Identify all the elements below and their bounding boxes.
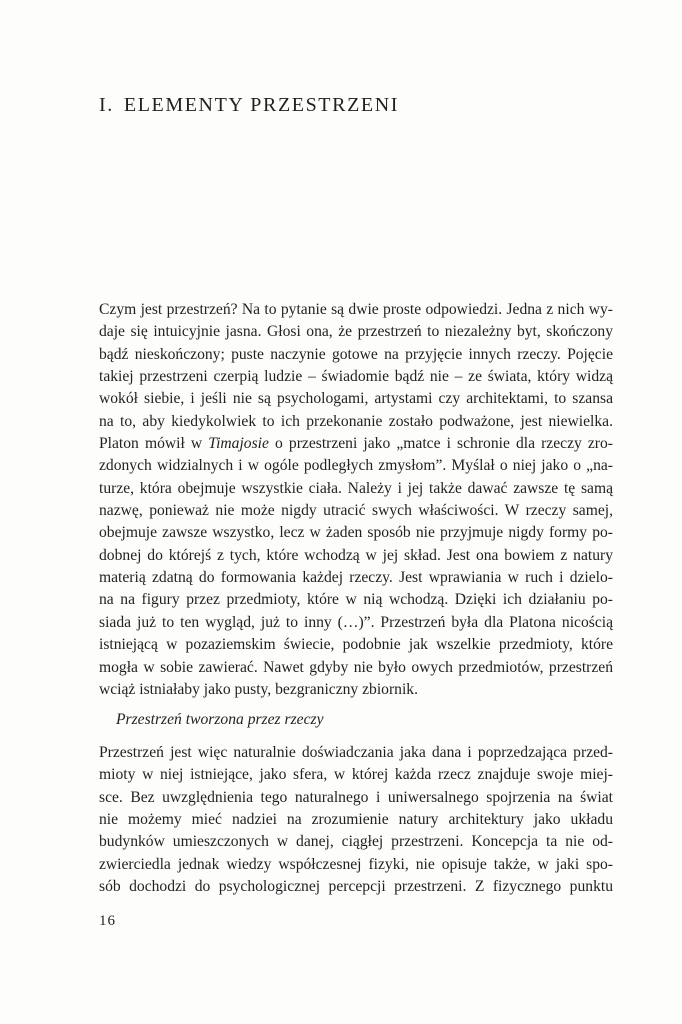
text-line: daje się intuicyjnie jasna. Głosi ona, że przestrzeń to niezależny byt, skończony xyxy=(99,323,613,341)
chapter-title-text: ELEMENTY PRZESTRZENI xyxy=(123,94,399,116)
text-line: na na figury przez przedmioty, które w nią wchodzą. Dzięki ich działaniu po- xyxy=(99,591,613,609)
book-title-timajos: Timajosie xyxy=(208,435,269,453)
text-line: istniejącą w pozaziemskim świecie, podobnie jak wszelkie przedmioty, które xyxy=(99,636,613,654)
text-line xyxy=(99,433,613,455)
paragraph-2 xyxy=(99,742,613,898)
text-line: mioty w niej istniejące, jako sfera, w której każda rzecz znajduje swoje miej- xyxy=(99,766,613,784)
page-number: 16 xyxy=(99,913,116,929)
text-line: sce. Bez uwzględnienia tego naturalnego i uniwersalnego spojrzenia na świat xyxy=(99,788,613,806)
chapter-title xyxy=(99,93,399,117)
text-line: nazwę, ponieważ nie może nigdy utracić swych właściwości. W rzeczy samej, xyxy=(99,502,613,520)
paragraph-1 xyxy=(99,299,613,701)
text-line: na to, aby kiedykolwiek to ich przekonanie zostało podważone, jest niewielka. xyxy=(99,412,613,430)
text-line: obejmuje zawsze wszystko, lecz w żaden sposób nie przyjmuje nigdy formy po- xyxy=(99,524,613,542)
chapter-number: I. xyxy=(99,94,114,116)
section-heading: Przestrzeń tworzona przez rzeczy xyxy=(116,711,324,728)
text-line: wokół siebie, i jeśli nie są psychologami, artystami czy architektami, to szansa xyxy=(99,390,613,408)
text-line: Przestrzeń jest więc naturalnie doświadczania jaka dana i poprzedzająca przed- xyxy=(99,744,613,761)
text-line: siada już to ten wygląd, już to inny (…)”. Przestrzeń była dla Platona nicością xyxy=(99,613,613,631)
text-segment: Platon mówił w xyxy=(99,435,209,453)
text-line: nie możemy mieć nadziei na zrozumienie natury architektury jako układu xyxy=(99,811,613,829)
text-line: zwierciedla jednak wiedzy współczesnej fizyki, nie opisuje także, w jaki spo- xyxy=(99,855,613,873)
text-line: bądź nieskończony; puste naczynie gotowe na przyjęcie innych rzeczy. Pojęcie xyxy=(99,345,613,363)
text-line: takiej przestrzeni czerpią ludzie – świadomie bądź nie – ze świata, który widzą xyxy=(99,368,613,386)
text-line: turze, która obejmuje wszystkie ciała. Należy i jej także dawać zawsze tę samą xyxy=(99,479,613,497)
text-line: dobnej do którejś z tych, które wchodzą w jej skład. Jest ona bowiem z natury xyxy=(99,546,613,564)
text-line: wciąż istniałaby jako pusty, bezgraniczny zbiornik. xyxy=(99,680,418,698)
text-segment: o przestrzeni jako „matce i schronie dla rzeczy zro- xyxy=(268,435,613,453)
text-line: mogła w sobie zawierać. Nawet gdyby nie było owych przedmiotów, przestrzeń xyxy=(99,658,613,676)
text-line: budynków umieszczonych w danej, ciągłej przestrzeni. Koncepcja ta nie od- xyxy=(99,833,613,851)
text-line: zdonych widzialnych i w ogóle podległych zmysłom”. Myślał o niej jako o „na- xyxy=(99,457,613,475)
text-line: materią zdatną do formowania każdej rzeczy. Jest wprawiania w ruch i dzielo- xyxy=(99,569,613,587)
text-line: Czym jest przestrzeń? Na to pytanie są dwie proste odpowiedzi. Jedna z nich wy- xyxy=(99,301,613,318)
text-line: sób dochodzi do psychologicznej percepcji przestrzeni. Z fizycznego punktu xyxy=(99,878,613,896)
